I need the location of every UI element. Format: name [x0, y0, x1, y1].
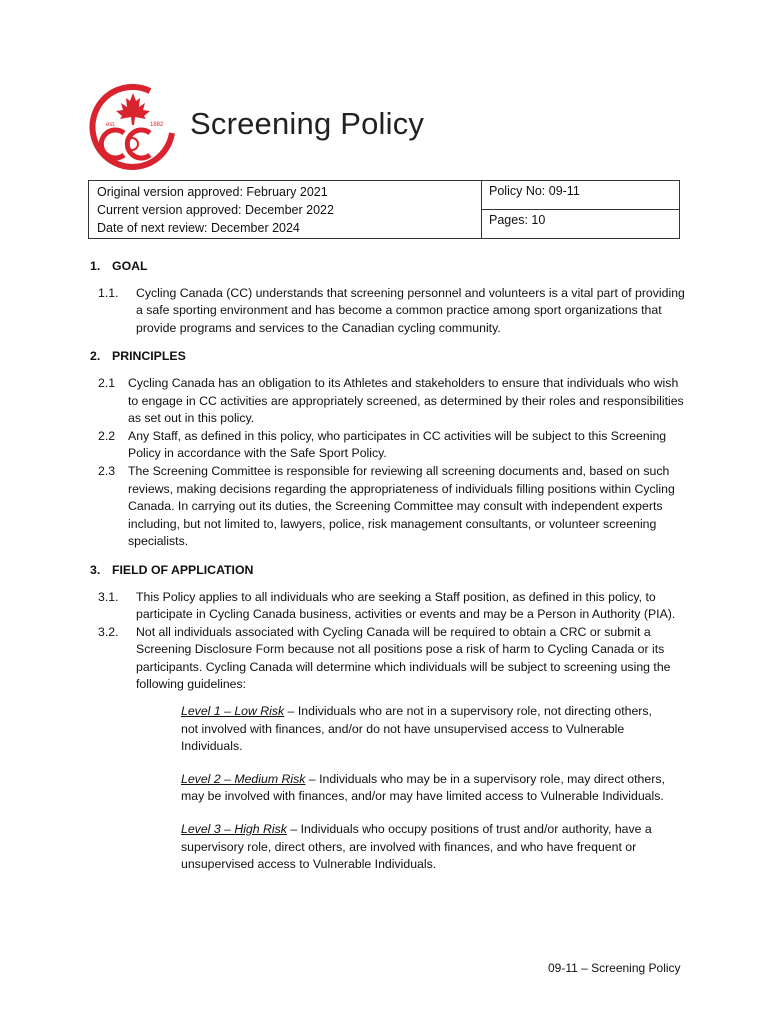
- policy-body: [90, 258, 690, 889]
- list-item: 2.1 Cycling Canada has an obligation to its Athletes and stakeholders to ensure that individuals who wish to engage in CC activities are appropriately screened, as determined by their roles and responsibilities as set out in this policy.: [98, 375, 684, 426]
- section-goal: [90, 258, 690, 337]
- next-review: Date of next review: December 2024: [97, 221, 300, 235]
- current-version: Current version approved: December 2022: [97, 203, 334, 217]
- list-item: 1.1. Cycling Canada (CC) understands that screening personnel and volunteers is a vital part of providing a safe sporting environment and has become a common practice among sport organizations that provide programs and services to the Canadian cycling community.: [98, 285, 685, 335]
- list-item: 2.3 The Screening Committee is responsible for reviewing all screening documents and, based on such reviews, making decisions regarding the appropriateness of individuals filling positions within Cycling Canada. In carrying out its duties, the Screening Committee may consult with independent experts including, but not limited to, lawyers, police, risk management consultants, or volunteer screening specialists.: [98, 463, 675, 549]
- svg-text:1882: 1882: [150, 122, 164, 128]
- page-footer: 09-11 – Screening Policy: [548, 961, 681, 975]
- list-item: 3.2. Not all individuals associated with Cycling Canada will be required to obtain a CRC or submit a Screening Disclosure Form because not all positions pose a risk of harm to Cycling Canada or its participants. Cycling Canada will determine which individuals will be subject to screening using the following guidelines:: [98, 624, 671, 692]
- section-heading: 1. GOAL: [90, 259, 148, 273]
- risk-level-3: Level 3 – High Risk – Individuals who occupy positions of trust and/or authority, have a supervisory role, direct others, are involved with finances, and who have frequent or unsupervised access to Vulnerable Individuals.: [181, 822, 652, 872]
- policy-meta-table: [88, 180, 680, 239]
- page-count: Pages: 10: [489, 212, 546, 227]
- risk-level-2: Level 2 – Medium Risk – Individuals who may be in a supervisory role, may direct others, may be involved with finances, and/or may have limited access to Vulnerable Individuals.: [181, 771, 665, 804]
- maple-leaf-icon: [116, 93, 150, 125]
- svg-text:est.: est.: [106, 122, 116, 128]
- risk-level-1: Level 1 – Low Risk – Individuals who are not in a supervisory role, not directing others, not involved with finances, and/or do not have unsupervised access to Vulnerable Individuals.: [181, 704, 652, 754]
- version-info: [89, 181, 482, 238]
- original-version: Original version approved: February 2021: [97, 185, 328, 199]
- list-item: 2.2 Any Staff, as defined in this policy, who participates in CC activities will be subject to this Screening Policy in accordance with the Safe Sport Policy.: [98, 428, 667, 461]
- policy-info: [482, 181, 679, 238]
- policy-number: Policy No: 09-11: [482, 181, 679, 210]
- section-heading: 3. FIELD OF APPLICATION: [90, 562, 254, 577]
- page-title: Screening Policy: [190, 106, 425, 141]
- list-item: 3.1. This Policy applies to all individuals who are seeking a Staff position, as defined in this policy, to participate in Cycling Canada business, activities or events and may be a Person in Authority (PIA).: [98, 589, 676, 622]
- section-principles: [90, 348, 690, 551]
- section-heading: 2. PRINCIPLES: [90, 349, 186, 364]
- section-field-of-application: [90, 562, 690, 874]
- cycling-canada-logo: [88, 83, 178, 173]
